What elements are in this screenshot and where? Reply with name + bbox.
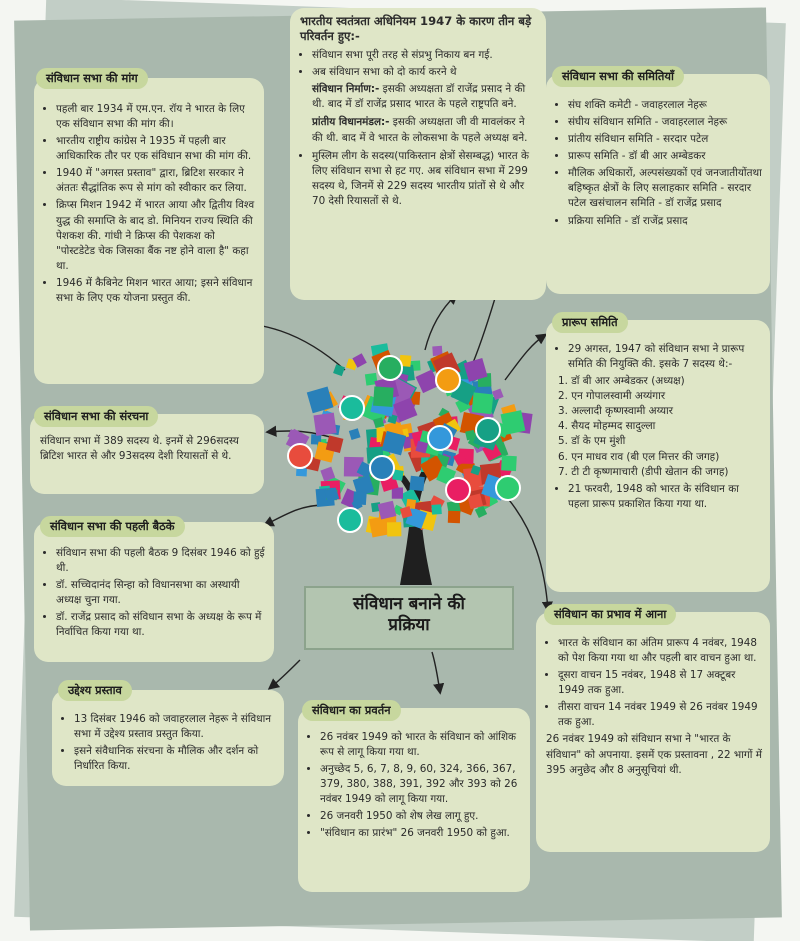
canopy-icon (446, 478, 470, 502)
canopy-icon (476, 418, 500, 442)
committee-item: • प्रांतीय संविधान समिति - सरदार पटेल (568, 132, 762, 147)
canopy-tile (472, 392, 494, 414)
objective-item: • 13 दिसंबर 1946 को जवाहरलाल नेहरू ने संविधान सभा में उद्देश्य प्रस्ताव प्रस्तुत किया. (74, 712, 276, 742)
arrow-to-first-meeting (265, 505, 325, 525)
first-meeting-item: • डॉ. सच्चिदानंद सिन्हा को विधानसभा का अस्थायी अध्यक्ष चुना गया. (56, 578, 266, 608)
making-text: इसकी अध्यक्षता डॉ राजेंद्र प्रसाद ने की थी. बाद में डॉ राजेंद्र प्रसाद भारत के पहले राष्ट्रपति बने. (312, 83, 526, 111)
first-meeting-card (34, 522, 274, 662)
committees-title: संविधान सभा की समितियाँ (552, 66, 684, 87)
committee-item: • प्रक्रिया समिति - डॉ राजेंद्र प्रसाद (568, 214, 762, 229)
first-meeting-title: संविधान सभा की पहली बैठके (40, 516, 185, 537)
arrow-to-act1947 (425, 295, 456, 350)
committees-card (546, 74, 770, 294)
effect-card (536, 612, 770, 852)
drafting-member: 6. एन माधव राव (बी एल मित्तर की जगह) (558, 450, 720, 463)
act1947-title: भारतीय स्वतंत्रता अधिनियम 1947 के कारण तीन बड़े परिवर्तन हुए:- (300, 14, 532, 44)
canopy-icon (428, 426, 452, 450)
demand-card (34, 78, 264, 384)
canopy-tile (392, 488, 403, 499)
committee-item: • मौलिक अधिकारों, अल्पसंख्यकों एवं जनजातीयोंतथा बहिष्कृत क्षेत्रों के लिए सलाहकार समिति - सरदार पटेल खसंचालन समिति - डॉ राजेंद्र प्रसाद (568, 166, 762, 211)
canopy-tile (313, 413, 336, 436)
league-text: • मुस्लिम लीग के सदस्य(पाकिस्तान क्षेत्रों सेसम्बद्ध) भारत के लिए संविधान सभा से हट गए. अब संविधान सभा में 299 सदस्य थे, जिनमें से 229 सदस्य भारतीय प्रांतों से थे और 70 देसी रियासतों से थे. (312, 149, 538, 209)
drafting-card (546, 320, 770, 592)
arrow-to-objective (270, 660, 300, 688)
canopy-tile (333, 364, 345, 376)
objective-title: उद्देश्य प्रस्ताव (58, 680, 132, 701)
effect-item: • दूसरा वाचन 15 नवंबर, 1948 से 17 अक्टूबर 1949 तक हुआ. (558, 668, 762, 698)
demand-item: • 1946 में कैबिनेट मिशन भारत आया; इसने संविधान सभा के लिए एक योजना प्रस्तुत की. (56, 276, 256, 306)
enforcement-title: संविधान का प्रवर्तन (302, 700, 401, 721)
act1947-card (290, 8, 546, 300)
objective-item: • इसने संवैधानिक संरचना के मौलिक और दर्शन को निर्धारित किया. (74, 744, 276, 774)
demand-item: • क्रिप्स मिशन 1942 में भारत आया और द्वितीय विश्व युद्ध की समाप्ति के बाद डो. मिनियन राज्य स्थिति की पेशकश की. गांधी ने क्रिप्स की पेशकश को "पोस्टडेटेड चेक जिसका बैंक नष्ट होने वाला है" कहा था. (56, 198, 256, 273)
canopy-tile (373, 386, 394, 407)
enforcement-item: • 26 नवंबर 1949 को भारत के संविधान को आंशिक रूप से लागू किया गया था. (320, 730, 522, 760)
structure-title: संविधान सभा की संरचना (34, 406, 158, 427)
committee-item: • संघीय संविधान समिति - जवाहरलाल नेहरू (568, 115, 762, 130)
drafting-intro: • 29 अगस्त, 1947 को संविधान सभा ने प्रारूप समिति की नियुक्ति की. इसके 7 सदस्य थे:- (568, 342, 762, 372)
canopy-icon (378, 356, 402, 380)
effect-tail: 26 नवंबर 1949 को संविधान सभा ने "भारत के संविधान" को अपनाया. इसमें एक प्रस्तावना , 22 भागों में 395 अनुछेद और 8 अनुसूचियां थी. (546, 733, 762, 776)
drafting-member: 4. सैयद मोहम्मद सादुल्ला (558, 420, 656, 433)
drafting-member: 7. टी टी कृष्णमाचारी (डीपी खेतान की जगह) (558, 465, 729, 478)
enforcement-card (298, 708, 530, 892)
canopy-tile (431, 504, 441, 514)
first-meeting-item: • संविधान सभा की पहली बैठक 9 दिसंबर 1946 को हुई थी. (56, 546, 266, 576)
canopy-icon (288, 444, 312, 468)
committee-item: • प्रारूप समिति - डॉ बी आर अम्बेडकर (568, 149, 762, 164)
enforcement-item: • "संविधान का प्रारंभ" 26 जनवरी 1950 को हुआ. (320, 826, 522, 841)
drafting-member: 2. एन गोपालस्वामी अय्यंगार (558, 390, 666, 403)
act1947-item: • संविधान सभा पूरी तरह से संप्रभु निकाय बन गई. (312, 48, 538, 63)
arrow-to-enforcement (432, 652, 440, 692)
drafting-member: 1. डॉ बी आर अम्बेडकर (अध्यक्ष) (558, 375, 685, 388)
center-title-line: संविधान बनाने की (353, 594, 465, 614)
canopy-icon (436, 368, 460, 392)
drafting-outro: • 21 फरवरी, 1948 को भारत के संविधान का पहला प्रारूप प्रकाशित किया गया था. (568, 482, 762, 512)
drafting-member: 5. डॉ के एम मुंशी (558, 435, 626, 448)
canopy-icon (340, 396, 364, 420)
canopy-tile (409, 476, 424, 491)
making-label: संविधान निर्माण:- (312, 83, 380, 96)
provincial-text: इसकी अध्यक्षता जी वी मावलंकर ने की थी. बाद में वे भारत के लोकसभा के पहले अध्यक्ष बने. (312, 116, 528, 144)
center-title-line: प्रक्रिया (388, 615, 430, 636)
canopy-tile (307, 387, 334, 414)
effect-item: • भारत के संविधान का अंतिम प्रारूप 4 नवंबर, 1948 को पेश किया गया था और पहली बार वाचन हुआ था. (558, 636, 762, 666)
first-meeting-item: • डॉ. राजेंद्र प्रसाद को संविधान सभा के अध्यक्ष के रूप में निर्वाचित किया गया था. (56, 610, 266, 640)
demand-item: • भारतीय राष्ट्रीय कांग्रेस ने 1935 में पहली बार आधिकारिक तौर पर एक संविधान सभा की मांग की. (56, 134, 256, 164)
canopy-icon (496, 476, 520, 500)
enforcement-item: • 26 जनवरी 1950 को शेष लेख लागू हुए. (320, 809, 522, 824)
effect-title: संविधान का प्रभाव में आना (544, 604, 676, 625)
enforcement-item: • अनुच्छेद 5, 6, 7, 8, 9, 60, 324, 366, 367, 379, 380, 388, 391, 392 और 393 को 26 नवंबर 1949 को लागू किया गया. (320, 762, 522, 807)
canopy-tile (501, 455, 517, 471)
center-title (304, 586, 514, 650)
canopy-tile (387, 522, 401, 536)
demand-title: संविधान सभा की मांग (36, 68, 148, 89)
objective-card (52, 690, 284, 786)
act1947-item: • अब संविधान सभा को दो कार्य करने थे (312, 65, 538, 80)
demand-item: • पहली बार 1934 में एम.एन. रॉय ने भारत के लिए एक संविधान सभा की मांग की। (56, 102, 256, 132)
structure-text: संविधान सभा में 389 सदस्य थे. इनमें से 296सदस्य ब्रिटिश भारत से और 93सदस्य देशी रियासतों से थे. (40, 435, 239, 463)
demand-list (44, 102, 256, 306)
committee-item: • संघ शक्ति कमेटी - जवाहरलाल नेहरू (568, 98, 762, 113)
canopy-tile (448, 511, 461, 524)
canopy-icon (370, 456, 394, 480)
provincial-label: प्रांतीय विधानमंडल:- (312, 116, 390, 129)
tree-canopy (286, 343, 533, 537)
arrow-to-drafting (505, 335, 545, 380)
canopy-tile (349, 428, 361, 440)
canopy-icon (338, 508, 362, 532)
drafting-title: प्रारूप समिति (552, 312, 628, 333)
demand-item: • 1940 में "अगस्त प्रस्ताव" द्वारा, ब्रिटिश सरकार ने अंततः सैद्धांतिक रूप से मांग को स्वीकार कर लिया. (56, 166, 256, 196)
drafting-member: 3. अल्लादी कृष्णस्वामी अय्यार (558, 405, 673, 418)
effect-item: • तीसरा वाचन 14 नवंबर 1949 से 26 नवंबर 1949 तक हुआ. (558, 700, 762, 730)
